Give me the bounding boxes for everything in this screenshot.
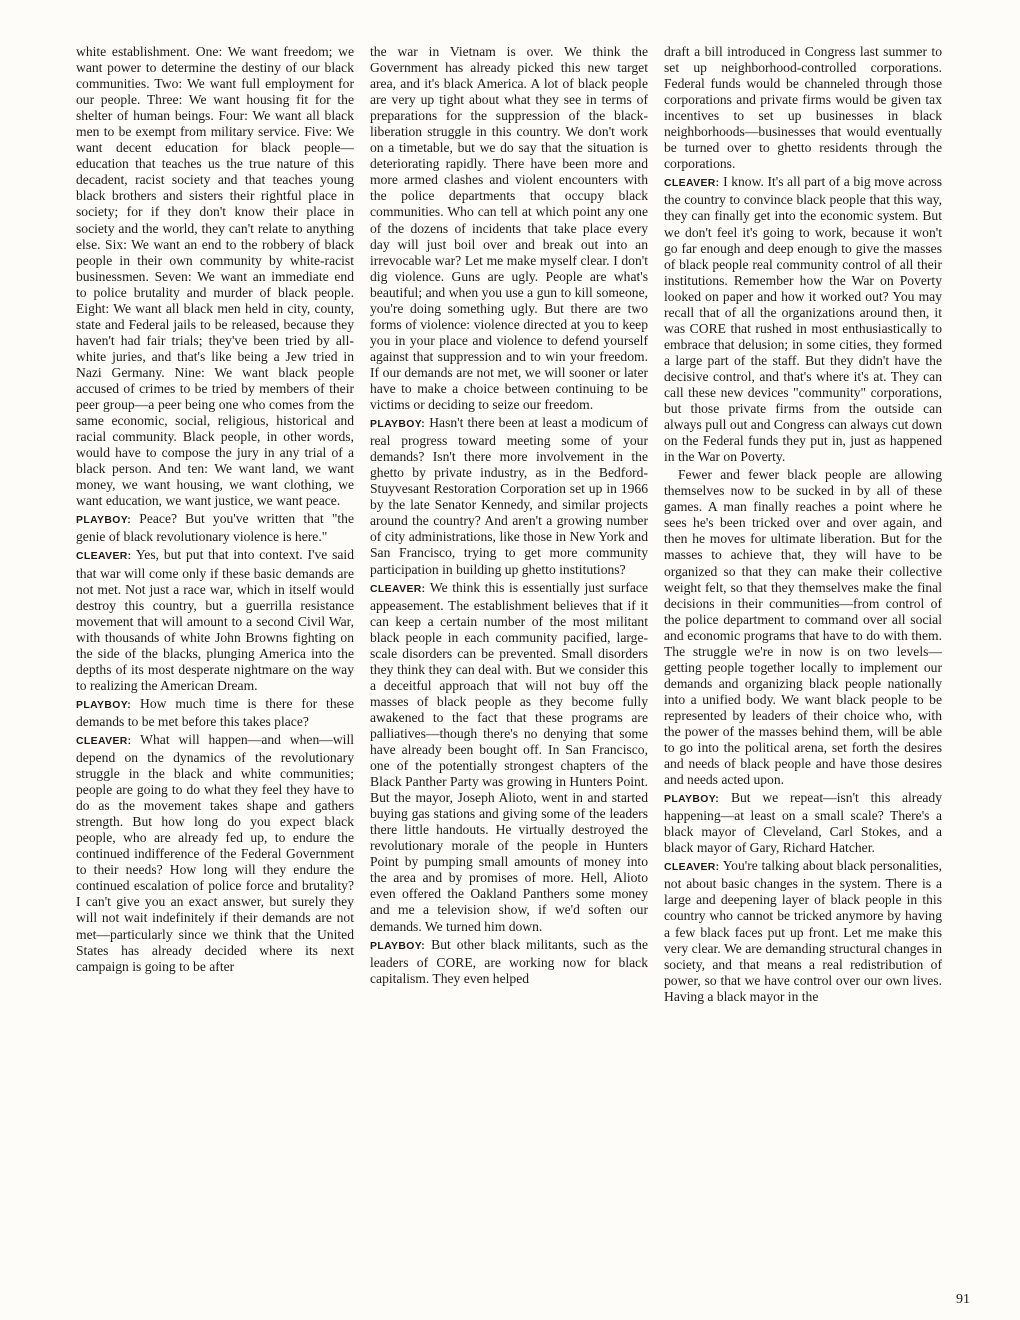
text-column-1 [76,44,354,975]
interview-paragraph [370,415,648,577]
paragraph-text: Hasn't there been at least a modicum of real progress toward meeting some of your demands? Isn't there more involvement in the ghetto by private industry, as in the Bedford-Stuyvesant Restoration Corporation set up in 1966 by the late Senator Kennedy, and similar projects around the country? And aren't a growing number of city administrations, like those in New York and San Francisco, trying to get more community participation in building up ghetto institutions? [370,415,648,577]
paragraph-text: But other black militants, such as the leaders of CORE, are working now for black capitalism. They even helped [370,936,648,986]
paragraph-text: But we repeat—isn't this already happening—at least on a small scale? There's a black mayor of Cleveland, Carl Stokes, and a black mayor of Gary, Richard Hatcher. [664,790,942,856]
paragraph-text: You're talking about black personalities, not about basic changes in the system. There is a large and deepening layer of black people in this country who cannot be tricked anymore by having a few black faces put up front. Let me make this very clear. We are demanding structural changes in society, and that means a real redistribution of power, so that we have control over our own lives. Having a black mayor in the [664,858,942,1004]
paragraph-text: Fewer and fewer black people are allowing themselves now to be sucked in by all of these games. A man finally reaches a point where he sees he's been tricked over and over again, and then he moves for ultimate liberation. But for the masses to achieve that, they will have to be organized so that they can make their collective weight felt, so that they themselves make the final decisions in their communities—from control of the police department to command over all social and economic programs that have to do with them. The struggle we're in now is on two levels—getting people together locally to implement our demands and organizing black people nationally into a unified body. We want black people to be represented by leaders of their choice who, with the power of the masses behind them, will be able to go into the political arena, set forth the desires and needs of black people and have those desires and needs acted upon. [664,467,942,788]
interview-paragraph [664,790,942,856]
speaker-label: CLEAVER: [370,583,426,595]
paragraph-text: Yes, but put that into context. I've said that war will come only if these basic demands are not met. Not just a race war, which in itself would destroy this country, but a guerrilla resistance movement that will amount to a second Civil War, with thousands of white John Browns fighting on the side of the blacks, plunging America into the depths of its most desperate nightmare on the way to realizing the American Dream. [76,547,354,693]
interview-paragraph [76,511,354,545]
text-column-2 [370,44,648,987]
page-number: 91 [956,1292,970,1307]
paragraph-text: How much time is there for these demands to be met before this takes place? [76,695,354,729]
speaker-label: PLAYBOY: [370,940,426,952]
continuation-paragraph [664,467,942,788]
interview-paragraph [76,547,354,693]
paragraph-text: draft a bill introduced in Congress last summer to set up neighborhood-controlled corporations. Federal funds would be channeled through those corporations and private firms would be given tax incentives to set up businesses in black neighborhoods—businesses that would eventually be turned over to ghetto residents through the corporations. [664,44,942,172]
speaker-label: CLEAVER: [76,551,132,563]
continuation-paragraph [664,44,942,172]
interview-paragraph [76,696,354,730]
paragraph-text: Peace? But you've written that "the genie of black revolutionary violence is here." [76,511,354,545]
interview-paragraph [370,937,648,987]
speaker-label: CLEAVER: [664,178,720,190]
speaker-label: CLEAVER: [76,735,132,747]
speaker-label: PLAYBOY: [76,515,132,527]
paragraph-text: white establishment. One: We want freedom; we want power to determine the destiny of our black communities. Two: We want full employment for our people. Three: We want housing fit for the shelter of human beings. Four: We want all black men to be exempt from military service. Five: We want decent education for black people—education that teaches us the true nature of this decadent, racist society and that teaches young black brothers and sisters their rightful place in society; for if they don't know their place in society and the world, they can't relate to anything else. Six: We want an end to the robbery of black people in their own community by white-racist businessmen. Seven: We want an immediate end to police brutality and murder of black people. Eight: We want all black men held in city, county, state and Federal jails to be released, because they haven't had fair trials; they've been tried by all-white juries, and that's like being a Jew tried in Nazi Germany. Nine: We want black people accused of crimes to be tried by members of their peer group—a peer being one who comes from the same economic, social, religious, historical and racial community. Black people, in other words, would have to compose the jury in any trial of a black person. And ten: We want land, we want money, we want housing, we want clothing, we want education, we want justice, we want peace. [76,44,354,509]
interview-paragraph [664,174,942,465]
paragraph-text: the war in Vietnam is over. We think the Government has already picked this new target area, and it's black America. A lot of black people are very up tight about what they see in terms of preparations for the suppression of the black-liberation struggle in this country. We don't work on a timetable, but we do say that the situation is deteriorating rapidly. There have been more and more armed clashes and violent encounters with the police departments that occupy black communities. Who can tell at which point any one of the dozens of incidents that take place every day will just boil over and break out into an irrevocable war? Let me make myself clear. I don't dig violence. Guns are ugly. People are what's beautiful; and when you use a gun to kill someone, you're doing something ugly. But there are two forms of violence: violence directed at you to keep you in your place and violence to defend yourself against that suppression and to win your freedom. If our demands are not met, we will sooner or later have to make a choice between continuing to be victims or deciding to seize our freedom. [370,44,648,413]
paragraph-text: What will happen—and when—will depend on the dynamics of the revolutionary struggle in the black and white communities; people are going to do what they feel they have to do as the movement takes shape and gathers strength. But how long do you expect black people, who are already fed up, to endure the continued indifference of the Federal Government to their needs? How long will they endure the continued escalation of police force and brutality? I can't give you an exact answer, but surely they will not wait indefinitely if their demands are not met—particularly since we think that the United States has already decided where its next campaign is going to be after [76,731,354,974]
interview-paragraph [664,858,942,1004]
paragraph-text: I know. It's all part of a big move across the country to convince black people that this way, they can finally get into the economic system. But we don't feel it's going to work, because it won't go far enough and deep enough to give the masses of black people real community control of all their institutions. Remember how the War on Poverty looked on paper and how it worked out? You may recall that of all the organizations around then, it was CORE that rushed in most enthusiastically to embrace that delusion; in some cities, they formed a large part of the staff. But they didn't have the decisive control, and that's where it's at. They can call these new devices "community" corporations, but those private firms from the outside can always pull out and Congress can always cut down on the Federal funds they put in, just as happened in the War on Poverty. [664,174,943,465]
text-column-3 [664,44,942,1005]
interview-paragraph [370,580,648,935]
paragraph-text: We think this is essentially just surface appeasement. The establishment believes that if it can keep a certain number of the most militant black people in each community pacified, large-scale disorders can be prevented. Small disorders they think they can deal with. But we consider this a deceitful approach that will not buy off the masses of black people as they become fully awakened to the fact that these programs are palliatives—though there's no denying that some have already been bought off. In San Francisco, one of the potentially strongest chapters of the Black Panther Party was growing in Hunters Point. But the mayor, Joseph Alioto, went in and started buying gas stations and giving some of the leaders there little handouts. He virtually destroyed the revolutionary morale of the people in Hunters Point by pumping small amounts of money into the area and by promises of more. Hell, Alioto even offered the Oakland Panthers some money and me a television show, if we'd soften our demands. We turned him down. [370,579,648,934]
speaker-label: CLEAVER: [664,862,720,874]
speaker-label: PLAYBOY: [76,699,132,711]
continuation-paragraph [76,44,354,509]
speaker-label: PLAYBOY: [370,419,426,431]
speaker-label: PLAYBOY: [664,794,720,806]
interview-paragraph [76,732,354,975]
continuation-paragraph [370,44,648,413]
